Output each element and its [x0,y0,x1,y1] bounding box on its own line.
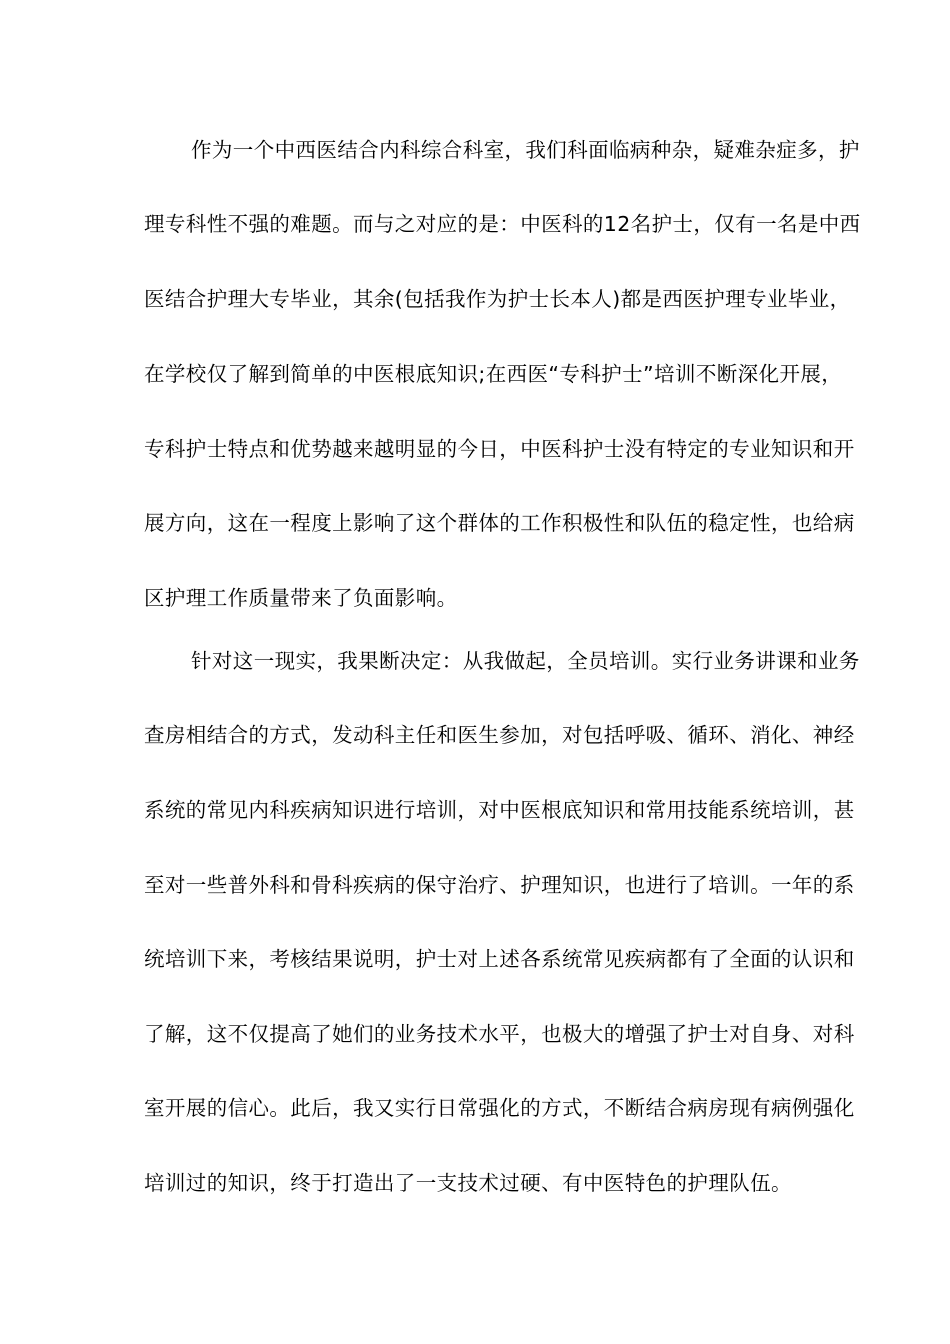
paragraph-2-line-6: 了解，这不仅提高了她们的业务技术水平，也极大的增强了护士对自身、对科 [144,1022,855,1046]
paragraph-1-line-1: 作为一个中西医结合内科综合科室，我们科面临病种杂，疑难杂症多，护 [191,138,860,162]
paragraph-1-line-2: 理专科性不强的难题。而与之对应的是：中医科的12名护士，仅有一名是中西 [144,212,861,236]
paragraph-1-line-5: 专科护士特点和优势越来越明显的今日，中医科护士没有特定的专业知识和开 [144,437,855,461]
paragraph-1-line-6: 展方向，这在一程度上影响了这个群体的工作积极性和队伍的稳定性，也给病 [144,511,855,535]
paragraph-2-line-5: 统培训下来，考核结果说明，护士对上述各系统常见疾病都有了全面的认识和 [144,947,855,971]
paragraph-2-line-4: 至对一些普外科和骨科疾病的保守治疗、护理知识，也进行了培训。一年的系 [144,873,855,897]
paragraph-2-line-2: 查房相结合的方式，发动科主任和医生参加，对包括呼吸、循环、消化、神经 [144,723,855,747]
paragraph-2-line-3: 系统的常见内科疾病知识进行培训，对中医根底知识和常用技能系统培训，甚 [144,798,855,822]
paragraph-2-line-7: 室开展的信心。此后，我又实行日常强化的方式，不断结合病房现有病例强化 [144,1096,855,1120]
paragraph-2-line-8: 培训过的知识，终于打造出了一支技术过硬、有中医特色的护理队伍。 [144,1171,792,1195]
paragraph-1-line-7: 区护理工作质量带来了负面影响。 [144,586,458,610]
paragraph-2-line-1: 针对这一现实，我果断决定：从我做起，全员培训。实行业务讲课和业务 [191,649,860,673]
paragraph-1-line-3: 医结合护理大专毕业，其余(包括我作为护士长本人)都是西医护理专业毕业， [144,287,851,311]
paragraph-1-line-4: 在学校仅了解到简单的中医根底知识;在西医“专科护士”培训不断深化开展， [144,362,843,386]
